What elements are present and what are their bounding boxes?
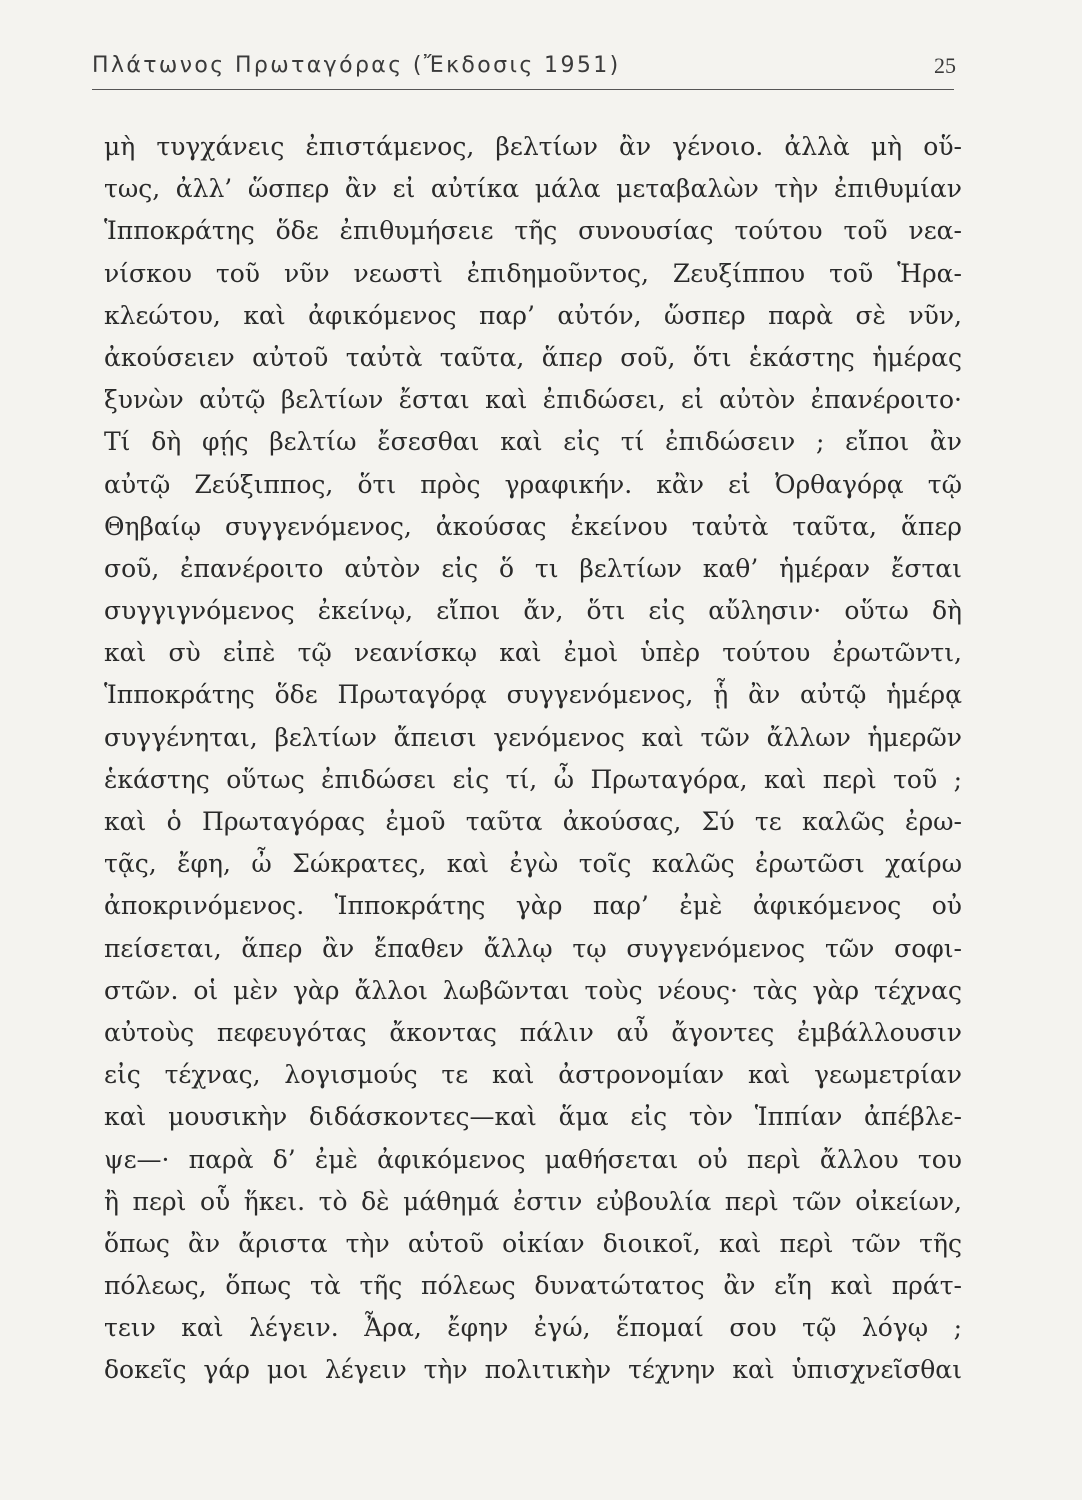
text-line: ἑκάστης οὕτως ἐπιδώσει εἰς τί, ὦ Πρωταγόρα, καὶ περὶ τοῦ ; xyxy=(104,764,962,794)
running-header xyxy=(92,48,956,84)
text-line: ξυνὼν αὐτῷ βελτίων ἔσται καὶ ἐπιδώσει, εἰ αὐτὸν ἐπανέροιτο· xyxy=(104,385,962,415)
text-line: νίσκου τοῦ νῦν νεωστὶ ἐπιδημοῦντος, Ζευξίππου τοῦ Ἡρα- xyxy=(104,258,962,288)
text-line: συγγιγνόμενος ἐκείνῳ, εἴποι ἄν, ὅτι εἰς αὔλησιν· οὕτω δὴ xyxy=(104,596,962,626)
header-rule xyxy=(92,89,954,90)
body-text xyxy=(104,126,962,1392)
text-line: πείσεται, ἅπερ ἂν ἔπαθεν ἄλλῳ τῳ συγγενόμενος τῶν σοφι- xyxy=(104,933,962,963)
text-line: μὴ τυγχάνεις ἐπιστάμενος, βελτίων ἂν γένοιο. ἀλλὰ μὴ οὕ- xyxy=(104,132,962,161)
text-line: ἀποκρινόμενος. Ἱπποκράτης γὰρ παρ’ ἐμὲ ἀφικόμενος οὐ xyxy=(104,891,962,921)
text-line: στῶν. οἱ μὲν γὰρ ἄλλοι λωβῶνται τοὺς νέους· τὰς γὰρ τέχνας xyxy=(104,975,962,1005)
running-title: Πλάτωνος Πρωταγόρας (Ἔκδοσις 1951) xyxy=(92,53,621,78)
text-line: αὐτοὺς πεφευγότας ἄκοντας πάλιν αὖ ἄγοντες ἐμβάλλουσιν xyxy=(104,1017,962,1047)
text-line: ψε—· παρὰ δ’ ἐμὲ ἀφικόμενος μαθήσεται οὐ περὶ ἄλλου του xyxy=(104,1144,962,1174)
text-line: καὶ σὺ εἰπὲ τῷ νεανίσκῳ καὶ ἐμοὶ ὑπὲρ τούτου ἐρωτῶντι, xyxy=(104,638,962,668)
text-line: καὶ μουσικὴν διδάσκοντες—καὶ ἅμα εἰς τὸν Ἱππίαν ἀπέβλε- xyxy=(104,1102,962,1132)
text-line: πόλεως, ὅπως τὰ τῆς πόλεως δυνατώτατος ἂν εἴη καὶ πράτ- xyxy=(104,1271,962,1301)
text-line: κλεώτου, καὶ ἀφικόμενος παρ’ αὐτόν, ὥσπερ παρὰ σὲ νῦν, xyxy=(104,300,962,330)
text-line: εἰς τέχνας, λογισμούς τε καὶ ἀστρονομίαν καὶ γεωμετρίαν xyxy=(104,1060,962,1090)
text-line: δοκεῖς γάρ μοι λέγειν τὴν πολιτικὴν τέχνην καὶ ὑπισχνεῖσθαι xyxy=(104,1355,962,1385)
text-line: Τί δὴ φῄς βελτίω ἔσεσθαι καὶ εἰς τί ἐπιδώσειν ; εἴποι ἂν xyxy=(104,427,962,457)
text-line: Θηβαίῳ συγγενόμενος, ἀκούσας ἐκείνου ταὐτὰ ταῦτα, ἅπερ xyxy=(104,511,962,541)
text-line: Ἱπποκράτης ὅδε ἐπιθυμήσειε τῆς συνουσίας τούτου τοῦ νεα- xyxy=(104,216,962,246)
text-line: καὶ ὁ Πρωταγόρας ἐμοῦ ταῦτα ἀκούσας, Σύ τε καλῶς ἐρω- xyxy=(104,807,962,836)
text-line: ἀκούσειεν αὐτοῦ ταὐτὰ ταῦτα, ἅπερ σοῦ, ὅτι ἑκάστης ἡμέρας xyxy=(104,342,962,372)
text-line: ὅπως ἂν ἄριστα τὴν αὑτοῦ οἰκίαν διοικοῖ, καὶ περὶ τῶν τῆς xyxy=(104,1228,962,1258)
text-line: Ἱπποκράτης ὅδε Πρωταγόρᾳ συγγενόμενος, ᾗ ἂν αὐτῷ ἡμέρᾳ xyxy=(104,680,962,710)
text-line: τᾷς, ἔφη, ὦ Σώκρατες, καὶ ἐγὼ τοῖς καλῶς ἐρωτῶσι χαίρω xyxy=(104,849,962,879)
text-line: τειν καὶ λέγειν. Ἆρα, ἔφην ἐγώ, ἕπομαί σου τῷ λόγῳ ; xyxy=(104,1313,962,1343)
text-line: σοῦ, ἐπανέροιτο αὐτὸν εἰς ὅ τι βελτίων καθ’ ἡμέραν ἔσται xyxy=(104,553,962,583)
page-number: 25 xyxy=(934,53,956,78)
text-line: αὐτῷ Ζεύξιππος, ὅτι πρὸς γραφικήν. κἂν εἰ Ὀρθαγόρᾳ τῷ xyxy=(104,469,962,499)
text-line: συγγένηται, βελτίων ἄπεισι γενόμενος καὶ τῶν ἄλλων ἡμερῶν xyxy=(104,722,962,752)
text-line: ἢ περὶ οὗ ἥκει. τὸ δὲ μάθημά ἐστιν εὐβουλία περὶ τῶν οἰκείων, xyxy=(104,1186,962,1216)
text-line: τως, ἀλλ’ ὥσπερ ἂν εἰ αὐτίκα μάλα μεταβαλὼν τὴν ἐπιθυμίαν xyxy=(104,174,962,204)
